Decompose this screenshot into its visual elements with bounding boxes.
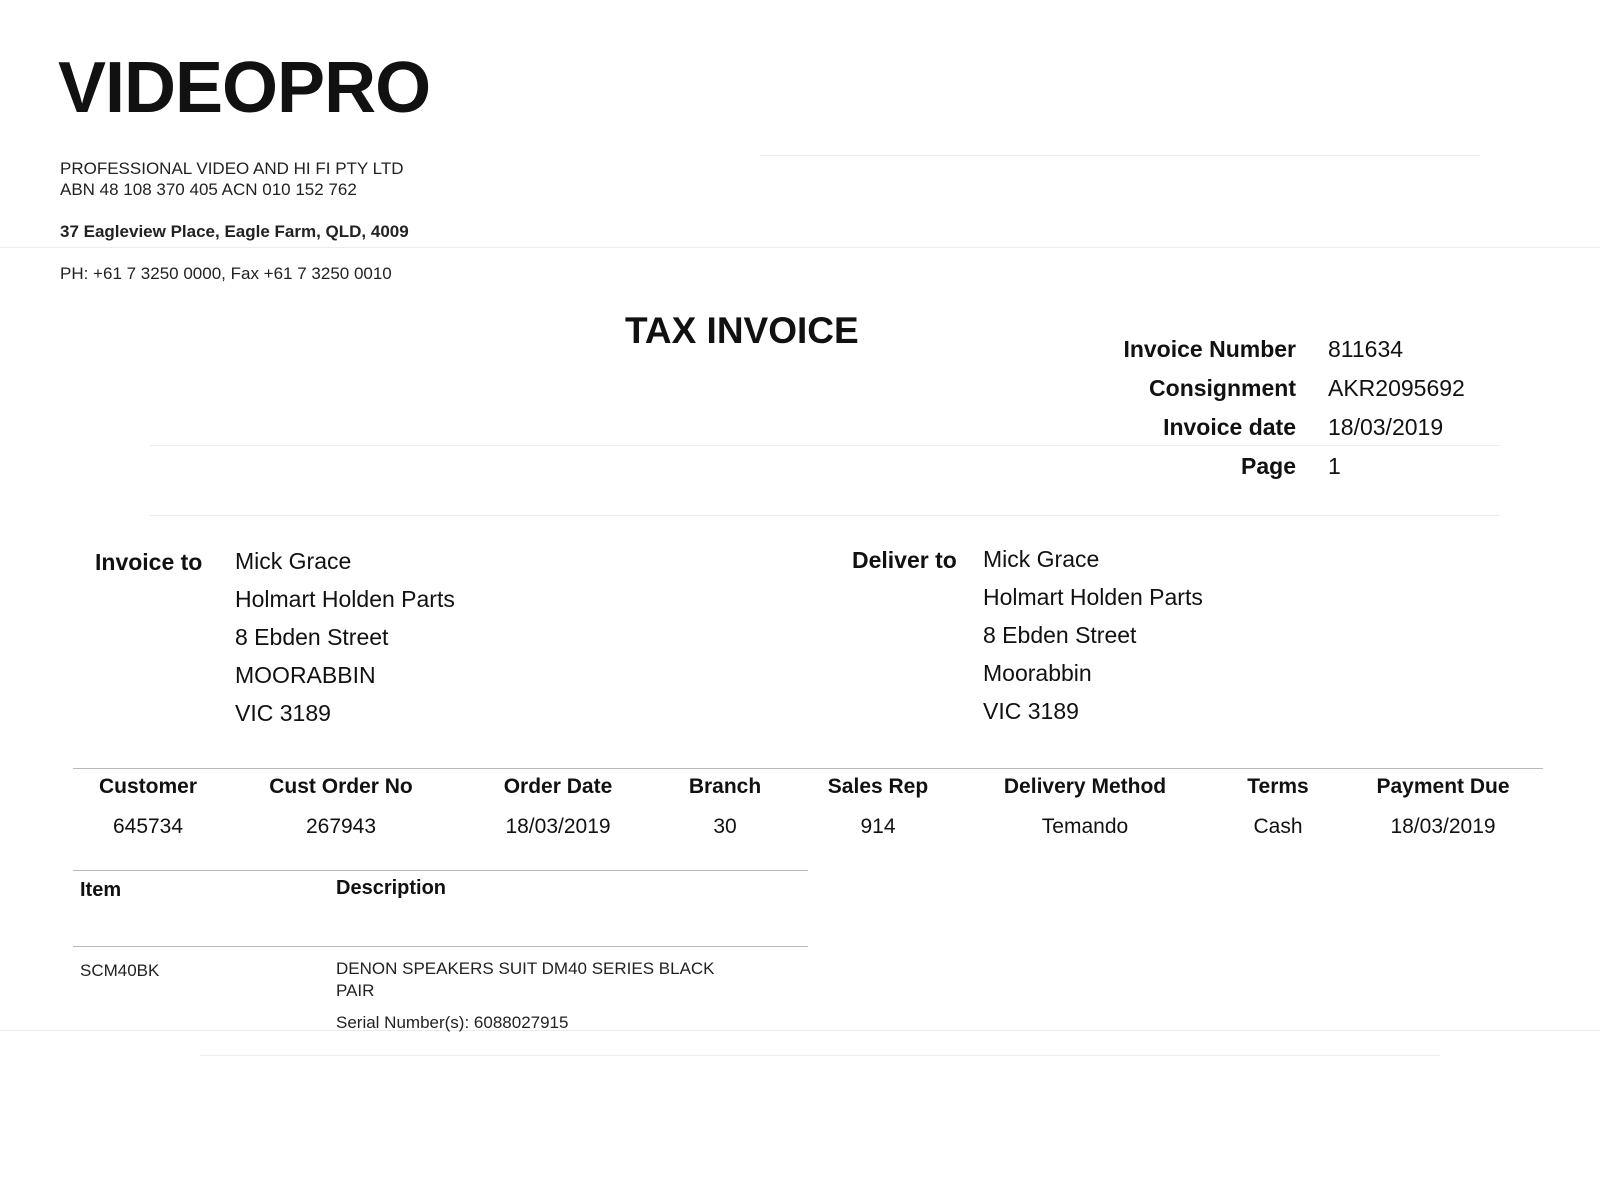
summary-value: Cash (1253, 815, 1303, 838)
summary-value: 30 (713, 815, 737, 838)
company-address: 37 Eagleview Place, Eagle Farm, QLD, 4009 (60, 222, 409, 241)
deliver-to-address (983, 540, 1203, 730)
address-line: Mick Grace (235, 548, 352, 574)
summary-header: Cust Order No (269, 775, 413, 798)
divider (73, 870, 808, 871)
invoice-meta (1040, 330, 1520, 486)
address-line: 8 Ebden Street (235, 624, 389, 650)
invoice-to-label: Invoice to (95, 549, 203, 575)
summary-value: 914 (860, 815, 896, 838)
meta-row-page (1040, 447, 1520, 486)
company-logo: VIDEOPRO (58, 48, 431, 128)
scan-artifact (200, 1055, 1440, 1056)
summary-header: Order Date (503, 775, 613, 798)
summary-value: 18/03/2019 (1390, 815, 1496, 838)
summary-value: 645734 (112, 815, 184, 838)
address-line: Holmart Holden Parts (983, 584, 1203, 610)
item-description-line: DENON SPEAKERS SUIT DM40 SERIES BLACK (336, 959, 715, 978)
summary-value: 18/03/2019 (505, 815, 611, 838)
address-line: VIC 3189 (235, 700, 331, 726)
summary-header: Sales Rep (827, 775, 929, 798)
meta-label: Invoice Number (1123, 336, 1296, 362)
address-line: Holmart Holden Parts (235, 586, 455, 612)
meta-row-consignment (1040, 369, 1520, 408)
address-line: MOORABBIN (235, 662, 376, 688)
summary-header: Customer (98, 775, 198, 798)
meta-label: Invoice date (1163, 414, 1296, 440)
company-details (60, 158, 404, 200)
divider (73, 946, 808, 947)
meta-value: 811634 (1328, 336, 1404, 362)
invoice-to-address (235, 542, 455, 732)
meta-value: 1 (1328, 453, 1341, 479)
summary-header-row (73, 775, 1543, 815)
meta-value: 18/03/2019 (1328, 414, 1444, 440)
meta-label: Page (1241, 453, 1296, 479)
summary-header: Delivery Method (1003, 775, 1167, 798)
address-line: 8 Ebden Street (983, 622, 1137, 648)
scan-artifact (0, 247, 1600, 248)
company-name: PROFESSIONAL VIDEO AND HI FI PTY LTD (60, 159, 404, 178)
deliver-to-label: Deliver to (852, 547, 957, 573)
address-line: VIC 3189 (983, 698, 1079, 724)
address-line: Moorabbin (983, 660, 1092, 686)
summary-header: Payment Due (1376, 775, 1510, 798)
summary-value: Temando (1041, 815, 1129, 838)
divider (73, 768, 1543, 769)
item-description-line: PAIR (336, 981, 375, 1000)
item-code: SCM40BK (80, 961, 160, 980)
items-header-item: Item (80, 879, 122, 901)
meta-row-invoice-number (1040, 330, 1520, 369)
item-serial-number: Serial Number(s): 6088027915 (336, 1013, 569, 1032)
address-line: Mick Grace (983, 546, 1100, 572)
document-title: TAX INVOICE (625, 310, 859, 351)
meta-value: AKR2095692 (1328, 375, 1465, 401)
company-registration: ABN 48 108 370 405 ACN 010 152 762 (60, 180, 357, 199)
scan-artifact (0, 1030, 1600, 1031)
summary-header: Branch (688, 775, 762, 798)
summary-header: Terms (1247, 775, 1309, 798)
summary-value: 267943 (305, 815, 377, 838)
summary-value-row (73, 815, 1543, 855)
scan-artifact (760, 155, 1480, 156)
company-phone: PH: +61 7 3250 0000, Fax +61 7 3250 0010 (60, 264, 392, 283)
items-header-description: Description (336, 877, 447, 899)
item-description (336, 958, 715, 1002)
order-summary-table (73, 775, 1543, 855)
meta-label: Consignment (1149, 375, 1296, 401)
scan-artifact (150, 515, 1500, 516)
meta-row-invoice-date (1040, 408, 1520, 447)
